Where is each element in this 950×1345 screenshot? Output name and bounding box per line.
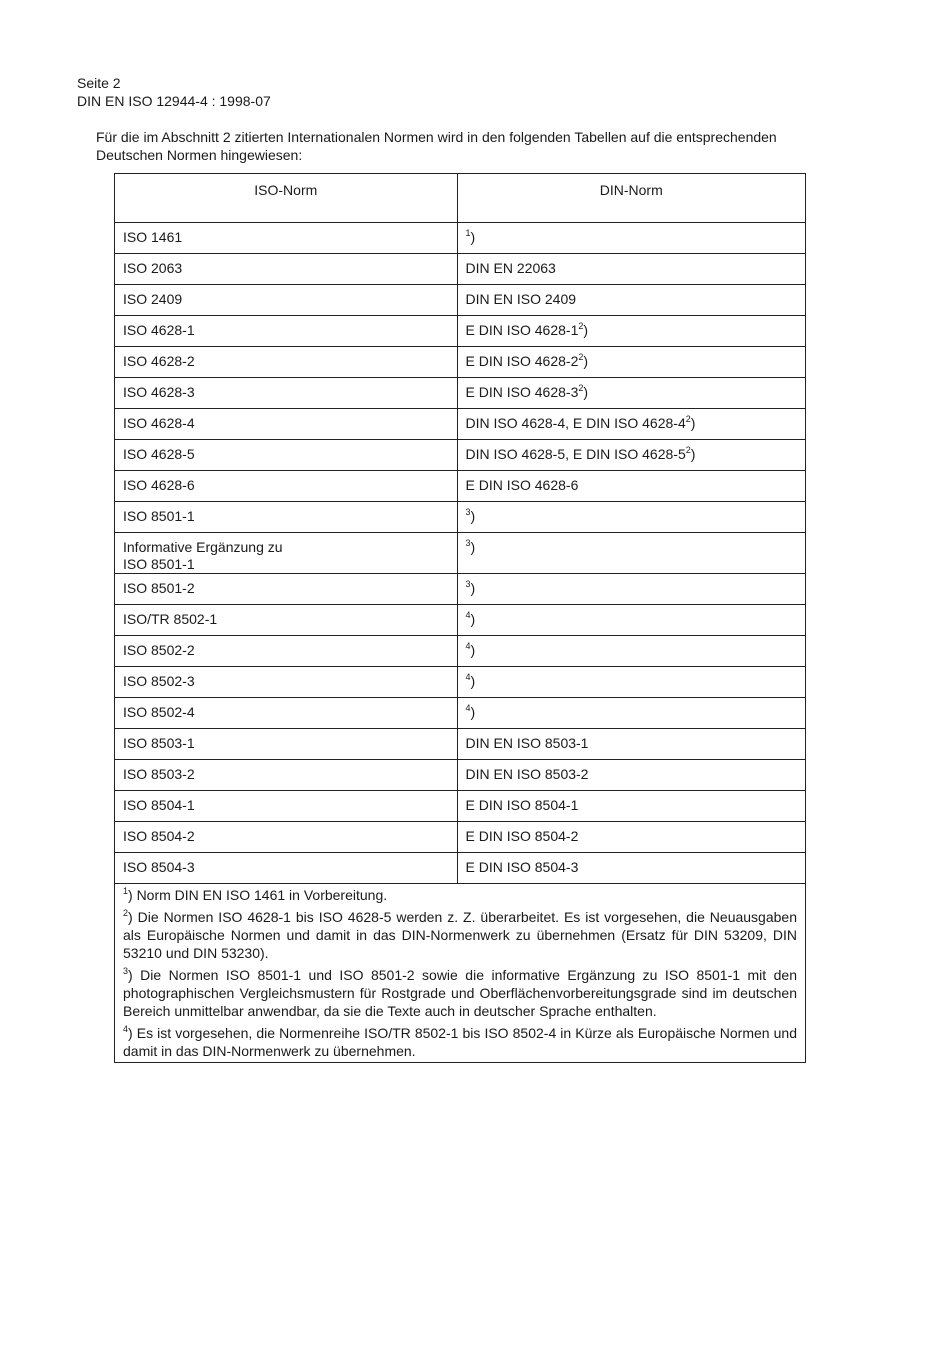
table-row bbox=[115, 605, 806, 636]
din-norm-cell: $^4$) bbox=[457, 698, 805, 729]
table-row bbox=[115, 853, 806, 884]
iso-norm-cell: ISO 4628-2 bbox=[115, 347, 458, 378]
footnote-text: ) Norm DIN EN ISO 1461 in Vorbereitung. bbox=[128, 887, 388, 903]
din-norm-text: DIN ISO 4628-5, E DIN ISO 4628-5 bbox=[465, 446, 686, 462]
din-norm-cell: $^4$) bbox=[457, 605, 805, 636]
footnote-reference: 1 bbox=[465, 228, 471, 238]
din-norm-text: E DIN ISO 4628-2 bbox=[465, 353, 579, 369]
page-number: Seite 2 bbox=[77, 75, 121, 91]
footnote-reference: 4 bbox=[465, 610, 471, 620]
footnote bbox=[123, 1024, 797, 1060]
iso-norm-cell: ISO/TR 8502-1 bbox=[115, 605, 458, 636]
table-row bbox=[115, 347, 806, 378]
iso-norm-cell: ISO 4628-6 bbox=[115, 471, 458, 502]
din-norm-cell: $^4$) bbox=[457, 636, 805, 667]
din-norm-cell bbox=[457, 760, 805, 791]
footnote-reference: 3 bbox=[465, 507, 471, 517]
footnote-reference: 3 bbox=[465, 538, 471, 548]
din-norm-cell: E DIN ISO $4628-3^2$) bbox=[457, 378, 805, 409]
footnote-reference: 2 bbox=[578, 383, 584, 393]
din-norm-cell: DIN ISO 4628-4, E DIN ISO $4628-4^2$) bbox=[457, 409, 805, 440]
iso-norm-cell: ISO 8504-2 bbox=[115, 822, 458, 853]
din-norm-cell bbox=[457, 254, 805, 285]
din-norm-cell: E DIN ISO $4628-1^2$) bbox=[457, 316, 805, 347]
din-norm-cell: $^1$) bbox=[457, 223, 805, 254]
iso-norm-cell: ISO 8503-2 bbox=[115, 760, 458, 791]
footnote-reference: 3 bbox=[465, 579, 471, 589]
din-norm-text: E DIN ISO 8504-2 bbox=[465, 828, 579, 844]
table-row bbox=[115, 574, 806, 605]
din-norm-text: DIN EN ISO 8503-2 bbox=[465, 766, 589, 782]
iso-norm-cell: ISO 8503-1 bbox=[115, 729, 458, 760]
iso-norm-cell: ISO 2409 bbox=[115, 285, 458, 316]
footnote bbox=[123, 908, 797, 962]
table-row bbox=[115, 285, 806, 316]
footnote-reference: 2 bbox=[685, 414, 691, 424]
intro-paragraph: Für die im Abschnitt 2 zitierten Internationalen Normen wird in den folgenden Tabellen auf die entsprechenden Deutschen Normen hingewiesen: bbox=[96, 129, 777, 163]
iso-norm-cell: ISO 8504-1 bbox=[115, 791, 458, 822]
table-row bbox=[115, 791, 806, 822]
table-row bbox=[115, 378, 806, 409]
table-row bbox=[115, 254, 806, 285]
din-norm-cell bbox=[457, 285, 805, 316]
footnote-mark: 3 bbox=[123, 966, 129, 976]
iso-norm-cell: ISO 8502-4 bbox=[115, 698, 458, 729]
table-row bbox=[115, 440, 806, 471]
footnote bbox=[123, 966, 797, 1020]
din-norm-cell: DIN ISO 4628-5, E DIN ISO $4628-5^2$) bbox=[457, 440, 805, 471]
table-row bbox=[115, 409, 806, 440]
footnote-reference: 4 bbox=[465, 672, 471, 682]
iso-norm-cell: ISO 8502-2 bbox=[115, 636, 458, 667]
document-id: DIN EN ISO 12944-4 : 1998-07 bbox=[77, 93, 271, 109]
din-norm-text: DIN EN 22063 bbox=[465, 260, 556, 276]
din-norm-cell bbox=[457, 791, 805, 822]
din-norm-text: DIN EN ISO 2409 bbox=[465, 291, 577, 307]
din-norm-cell: $^3$) bbox=[457, 533, 805, 574]
table-body bbox=[115, 223, 806, 884]
din-norm-cell: E DIN ISO $4628-2^2$) bbox=[457, 347, 805, 378]
iso-norm-cell: ISO 4628-5 bbox=[115, 440, 458, 471]
footnote-reference: 2 bbox=[685, 445, 691, 455]
din-norm-text: E DIN ISO 4628-6 bbox=[465, 477, 579, 493]
table-row bbox=[115, 822, 806, 853]
din-norm-text: E DIN ISO 8504-1 bbox=[465, 797, 579, 813]
din-norm-text: E DIN ISO 4628-3 bbox=[465, 384, 579, 400]
table-row bbox=[115, 636, 806, 667]
footnote-mark: 1 bbox=[123, 886, 129, 896]
table-row bbox=[115, 533, 806, 574]
page-header bbox=[77, 74, 271, 110]
din-norm-cell: $^3$) bbox=[457, 502, 805, 533]
column-header-iso: ISO-Norm bbox=[115, 174, 458, 223]
footnote-text: ) Es ist vorgesehen, die Normenreihe ISO/TR 8502-1 bis ISO 8502-4 in Kürze als Europäische Normen und damit in das DIN-Normenwerk zu übernehmen. bbox=[123, 1025, 797, 1059]
table-row bbox=[115, 316, 806, 347]
din-norm-cell bbox=[457, 853, 805, 884]
footnotes-cell bbox=[115, 884, 806, 1063]
table-row bbox=[115, 729, 806, 760]
din-norm-cell: $^4$) bbox=[457, 667, 805, 698]
iso-norm-cell: ISO 8504-3 bbox=[115, 853, 458, 884]
table-row bbox=[115, 502, 806, 533]
din-norm-text: DIN ISO 4628-4, E DIN ISO 4628-4 bbox=[465, 415, 686, 431]
footnote-reference: 2 bbox=[578, 352, 584, 362]
footnote-reference: 4 bbox=[465, 641, 471, 651]
iso-norm-cell: Informative Ergänzung zu ISO 8501-1 bbox=[115, 533, 458, 574]
din-norm-cell: $^3$) bbox=[457, 574, 805, 605]
iso-norm-cell: ISO 4628-1 bbox=[115, 316, 458, 347]
din-norm-cell bbox=[457, 729, 805, 760]
iso-norm-cell: ISO 2063 bbox=[115, 254, 458, 285]
footnote bbox=[123, 886, 797, 904]
din-norm-text: E DIN ISO 8504-3 bbox=[465, 859, 579, 875]
iso-norm-cell: ISO 1461 bbox=[115, 223, 458, 254]
iso-norm-cell: ISO 4628-3 bbox=[115, 378, 458, 409]
table-row bbox=[115, 667, 806, 698]
iso-norm-cell: ISO 8501-2 bbox=[115, 574, 458, 605]
footnote-text: ) Die Normen ISO 8501-1 und ISO 8501-2 sowie die informative Ergänzung zu ISO 8501-1 mit den photographischen Vergleichsmustern für Rostgrade und Oberflächenvorbereitungsgrade sind im deutschen Bereich unmittelbar anwendbar, da sie die Texte auch in deutscher Sprache enthalten. bbox=[123, 967, 797, 1019]
table-row bbox=[115, 698, 806, 729]
footnotes-row bbox=[115, 884, 806, 1063]
iso-norm-cell: ISO 8502-3 bbox=[115, 667, 458, 698]
norms-table bbox=[114, 173, 806, 1063]
column-header-din: DIN-Norm bbox=[457, 174, 805, 223]
iso-norm-cell: ISO 4628-4 bbox=[115, 409, 458, 440]
table-row bbox=[115, 223, 806, 254]
table-row bbox=[115, 471, 806, 502]
footnote-reference: 4 bbox=[465, 703, 471, 713]
footnote-mark: 4 bbox=[123, 1024, 129, 1034]
table-header-row bbox=[115, 174, 806, 223]
din-norm-text: DIN EN ISO 8503-1 bbox=[465, 735, 589, 751]
din-norm-text: E DIN ISO 4628-1 bbox=[465, 322, 579, 338]
iso-norm-cell: ISO 8501-1 bbox=[115, 502, 458, 533]
din-norm-cell bbox=[457, 822, 805, 853]
footnote-text: ) Die Normen ISO 4628-1 bis ISO 4628-5 werden z. Z. überarbeitet. Es ist vorgesehen, die Neuausgaben als Europäische Normen und damit in das DIN-Normenwerk zu übernehmen (Ersatz für DIN 53209, DIN 53210 und DIN 53230). bbox=[123, 909, 797, 961]
din-norm-cell bbox=[457, 471, 805, 502]
footnote-reference: 2 bbox=[578, 321, 584, 331]
table-row bbox=[115, 760, 806, 791]
footnote-mark: 2 bbox=[123, 908, 129, 918]
